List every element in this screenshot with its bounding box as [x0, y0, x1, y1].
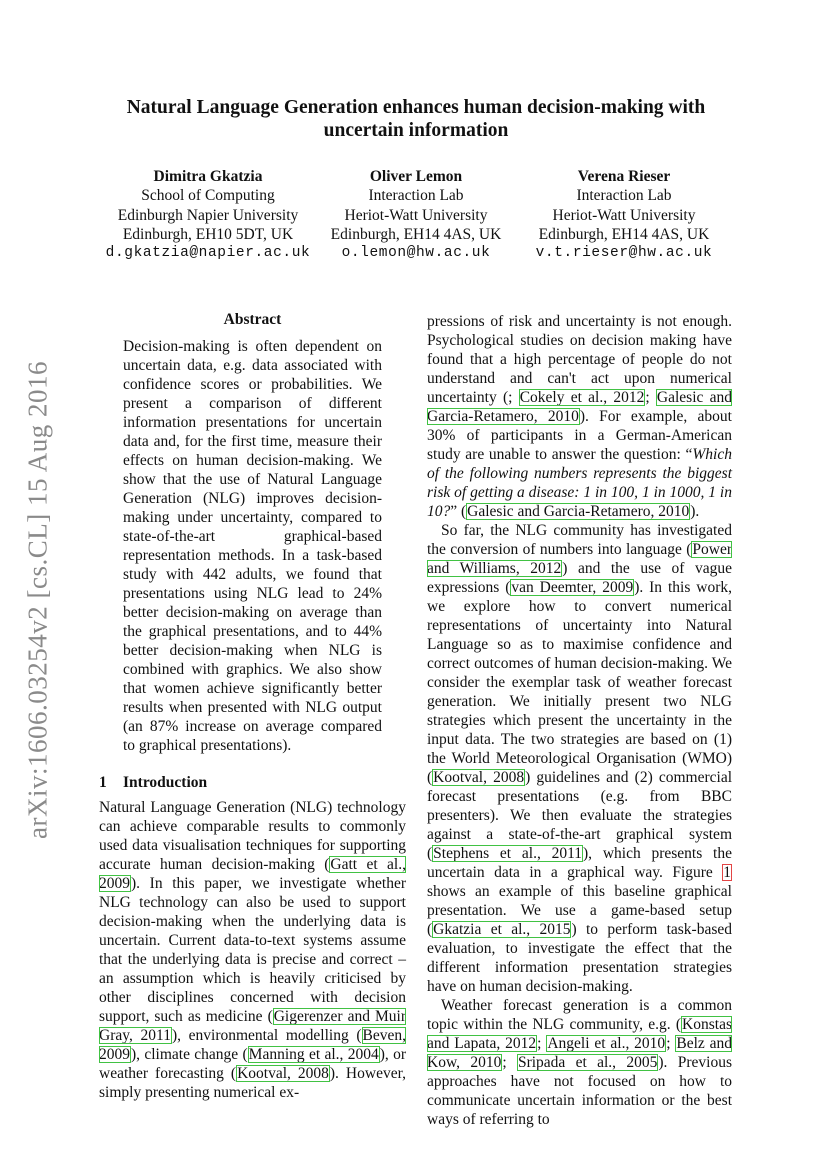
paragraph-text: ) and the use of vague expressions (: [427, 560, 732, 596]
citation-link[interactable]: Galesic and Garcia-Retamero, 2010: [467, 503, 690, 520]
abstract-heading: Abstract: [223, 311, 282, 328]
section-heading-introduction: [99, 773, 406, 792]
section-number: 1: [99, 774, 107, 791]
paragraph-text: ).: [690, 503, 700, 520]
intro-paragraph-1-continued: pressions of risk and uncertainty is not enough. Psychological studies on decision making have found that a high percentage of people do not understand and can't act upon numerical uncertainty (; Cokely et al., 2012; Galesic and Garcia-Retamero, 2010). For example, about 30% of participants in a German-American study are unable to answer the question: “Which of the following numbers represents the biggest risk of getting a disease: 1 in 100, 1 in 1000, 1 in 10?” (Galesic and Garcia-Retamero, 2010).: [427, 313, 733, 520]
paragraph-text: Weather forecast generation is a common topic within the NLG community, e.g. (: [427, 997, 732, 1033]
citation-link[interactable]: Konstas and Lapata, 2012: [427, 1016, 732, 1052]
paper-title: Natural Language Generation enhances human decision-making with uncertain information: [126, 97, 706, 141]
author-institution: Heriot-Watt University: [552, 206, 696, 224]
citation-link[interactable]: Gigerenzer and Muir Gray, 2011: [99, 1008, 406, 1044]
paragraph-text: ;: [666, 1035, 676, 1052]
section-title: Introduction: [123, 774, 208, 791]
paragraph-text: ” (: [450, 503, 467, 520]
intro-paragraph-1: Natural Language Generation (NLG) technology can achieve comparable results to commonly used data visualisation techniques for supporting accurate human decision-making (Gatt et al., 2009). In this paper, we investigate whether NLG technology can also be used to support decision-making when the underlying data is uncertain. Current data-to-text systems assume that the underlying data is precise and correct – an assumption which is heavily criticised by other disciplines concerned with decision support, such as medicine (Gigerenzer and Muir Gray, 2011), environmental modelling (Beven, 2009), climate change (Manning et al., 2004), or weather forecasting (Kootval, 2008). However, simply presenting numerical ex-: [99, 799, 407, 1101]
citation-link[interactable]: Belz and Kow, 2010: [427, 1035, 732, 1071]
paragraph-text: ). For example, about 30% of participants in a German-American study are unable to answer the question: “: [427, 408, 732, 463]
citation-link[interactable]: Cokely et al., 2012: [519, 389, 645, 406]
citation-link[interactable]: Gkatzia et al., 2015: [433, 921, 571, 938]
paragraph-text: ), which presents the uncertain data in a graphical way. Figure: [427, 845, 732, 881]
author-email[interactable]: v.t.rieser@hw.ac.uk: [535, 245, 713, 262]
author-1: [95, 167, 321, 263]
paragraph-text: ;: [502, 1054, 517, 1071]
citation-link[interactable]: Kootval, 2008: [237, 1065, 329, 1082]
paragraph-text: So far, the NLG community has investigated the conversion of numbers into language (: [427, 522, 732, 558]
citation-link[interactable]: Stephens et al., 2011: [433, 845, 583, 862]
paragraph-text: ) to perform task-based evaluation, to investigate the effect that the different information presentation strategies have on human decision-making.: [427, 921, 732, 995]
citation-link[interactable]: Manning et al., 2004: [248, 1046, 379, 1063]
citation-link[interactable]: Angeli et al., 2010: [547, 1035, 666, 1052]
author-email[interactable]: d.gkatzia@napier.ac.uk: [105, 245, 311, 262]
paragraph-text: ;: [508, 389, 519, 406]
paragraph-text: ;: [537, 1035, 547, 1052]
citation-link[interactable]: Sripada et al., 2005: [517, 1054, 658, 1071]
intro-paragraph-3: [427, 996, 732, 1129]
author-institution: Edinburgh Napier University: [117, 206, 299, 224]
paragraph-text: ) guidelines and (2) commercial forecast presentations (e.g. from BBC presenters). We then evaluate the strategies against a state-of-the-art graphical system (: [427, 769, 732, 862]
author-institution: Heriot-Watt University: [344, 206, 488, 224]
author-address: Edinburgh, EH14 4AS, UK: [330, 225, 502, 243]
author-address: Edinburgh, EH14 4AS, UK: [538, 225, 710, 243]
author-2: [321, 167, 511, 263]
author-affiliation: Interaction Lab: [576, 187, 672, 205]
question-quote: Which of the following numbers represents the biggest risk of getting a disease: 1 in 100, 1 in 1000, 1 in 10?: [427, 446, 732, 520]
paragraph-text: ;: [645, 389, 656, 406]
author-email[interactable]: o.lemon@hw.ac.uk: [341, 245, 491, 262]
citation-link[interactable]: Galesic and Garcia-Retamero, 2010: [427, 389, 733, 425]
author-name: Dimitra Gkatzia: [153, 168, 263, 185]
paragraph-text: ). Previous approaches have not focused on how to communicate uncertain information or the best ways of referring to: [427, 1054, 732, 1128]
right-column: [427, 312, 732, 1129]
author-affiliation: Interaction Lab: [368, 187, 464, 205]
arxiv-identifier: [8, 340, 68, 860]
author-name: Oliver Lemon: [369, 168, 463, 185]
abstract-text: Decision-making is often dependent on uncertain data, e.g. data associated with confidence scores or probabilities. We present a comparison of different information presentations for uncertain data and, for the first time, measure their effects on human decision-making. We show that the use of Natural Language Generation (NLG) improves decision-making under uncertainty, compared to state-of-the-art graphical-based representation methods. In a task-based study with 442 adults, we found that presentations using NLG lead to 24% better decision-making on average than the graphical presentations, and to 44% better decision-making when NLG is combined with graphics. We also show that women achieve significantly better results when presented with NLG output (an 87% increase on average compared to graphical presentations).: [123, 338, 382, 754]
author-address: Edinburgh, EH10 5DT, UK: [122, 225, 294, 243]
author-name: Verena Rieser: [577, 168, 671, 185]
intro-paragraph-2: [427, 521, 732, 996]
citation-link[interactable]: Kootval, 2008: [433, 769, 525, 786]
author-affiliation: School of Computing: [141, 187, 275, 205]
citation-link[interactable]: van Deemter, 2009: [511, 579, 634, 596]
paragraph-text: ). In this work, we explore how to convert numerical representations of uncertainty into Natural Language so as to maximise confidence and correct outcomes of human decision-making. We consider the exemplar task of weather forecast generation. We initially present two NLG strategies which present the uncertainty in the input data. The two strategies are based on (1) the World Meteorological Organisation (WMO) (: [427, 579, 732, 786]
citation-link[interactable]: Beven, 2009: [99, 1027, 406, 1063]
citation-link[interactable]: Power and Williams, 2012: [427, 541, 732, 577]
arxiv-id-text: arXiv:1606.03254v2 [cs.CL] 15 Aug 2016: [22, 361, 53, 839]
left-column: [99, 310, 406, 1102]
author-3: [523, 167, 725, 263]
citation-link[interactable]: Gatt et al., 2009: [99, 856, 406, 892]
figure-reference-link[interactable]: 1: [723, 864, 731, 881]
paragraph-text: shows an example of this baseline graphical presentation. We use a game-based setup (: [427, 883, 732, 938]
